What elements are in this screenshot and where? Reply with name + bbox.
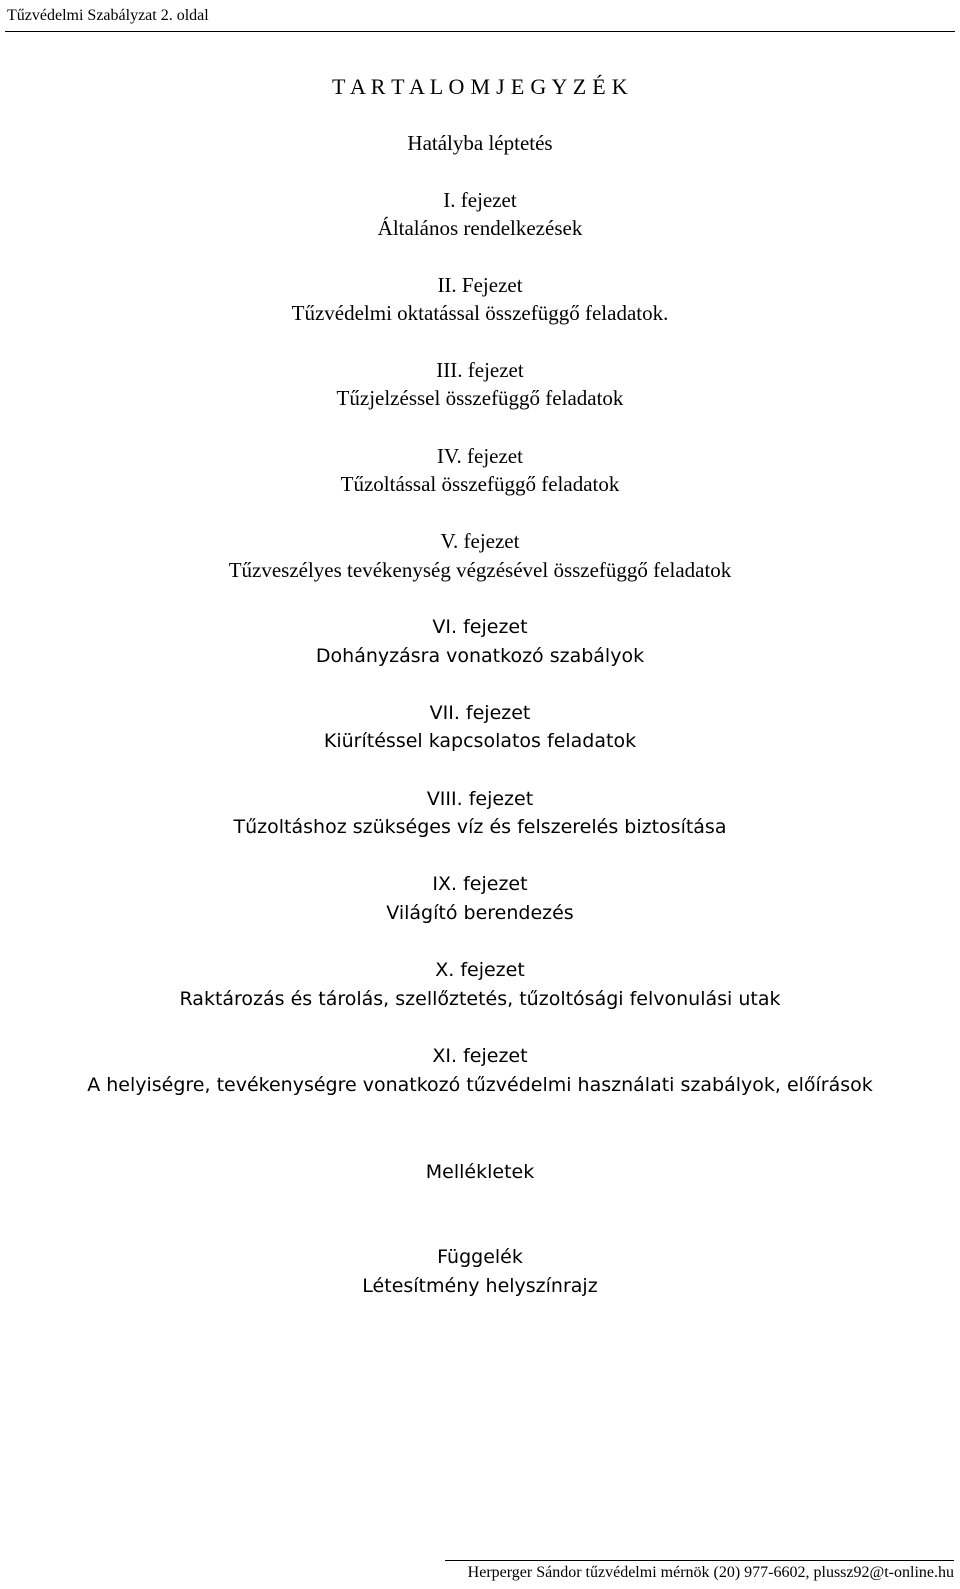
- chapter-9-title: Világító berendezés: [386, 902, 574, 924]
- supplement-item: Létesítmény helyszínrajz: [362, 1275, 598, 1297]
- chapter-4-title: Tűzoltással összefüggő feladatok: [340, 472, 620, 496]
- chapter-9-number: IX. fejezet: [432, 873, 528, 895]
- chapter-7-title: Kiürítéssel kapcsolatos feladatok: [323, 730, 637, 752]
- supplement-heading: Függelék: [437, 1246, 523, 1268]
- chapter-1-title: Általános rendelkezések: [377, 216, 583, 240]
- chapter-1-number: I. fejezet: [443, 188, 517, 212]
- footer-divider: [445, 1560, 954, 1561]
- chapter-2-title: Tűzvédelmi oktatással összefüggő feladatok.: [291, 301, 669, 325]
- header-divider: [5, 31, 955, 32]
- toc-title: T A R T A L O M J E G Y Z É K: [332, 74, 628, 99]
- chapter-3-title: Tűzjelzéssel összefüggő feladatok: [336, 386, 624, 410]
- chapter-7-number: VII. fejezet: [429, 702, 531, 724]
- chapter-4-number: IV. fejezet: [437, 444, 523, 468]
- page-header: Tűzvédelmi Szabályzat 2. oldal: [7, 7, 209, 24]
- chapter-5-number: V. fejezet: [440, 529, 520, 553]
- chapter-11-title: A helyiségre, tevékenységre vonatkozó tűzvédelmi használati szabályok, előírások: [87, 1074, 873, 1096]
- chapter-5-title: Tűzveszélyes tevékenység végzésével összefüggő feladatok: [228, 558, 732, 582]
- appendices-heading: Mellékletek: [425, 1161, 535, 1183]
- chapter-2-number: II. Fejezet: [437, 273, 523, 297]
- chapter-10-number: X. fejezet: [435, 959, 525, 981]
- page-footer: Herperger Sándor tűzvédelmi mérnök (20) 977-6602, plussz92@t-online.hu: [467, 1564, 954, 1581]
- chapter-10-title: Raktározás és tárolás, szellőztetés, tűzoltósági felvonulási utak: [179, 988, 781, 1010]
- chapter-8-number: VIII. fejezet: [426, 788, 534, 810]
- toc-intro: Hatályba léptetés: [407, 131, 553, 155]
- chapter-11-number: XI. fejezet: [432, 1045, 528, 1067]
- chapter-6-number: VI. fejezet: [432, 616, 528, 638]
- chapter-8-title: Tűzoltáshoz szükséges víz és felszerelés biztosítása: [233, 816, 727, 838]
- chapter-3-number: III. fejezet: [436, 358, 524, 382]
- chapter-6-title: Dohányzásra vonatkozó szabályok: [315, 645, 645, 667]
